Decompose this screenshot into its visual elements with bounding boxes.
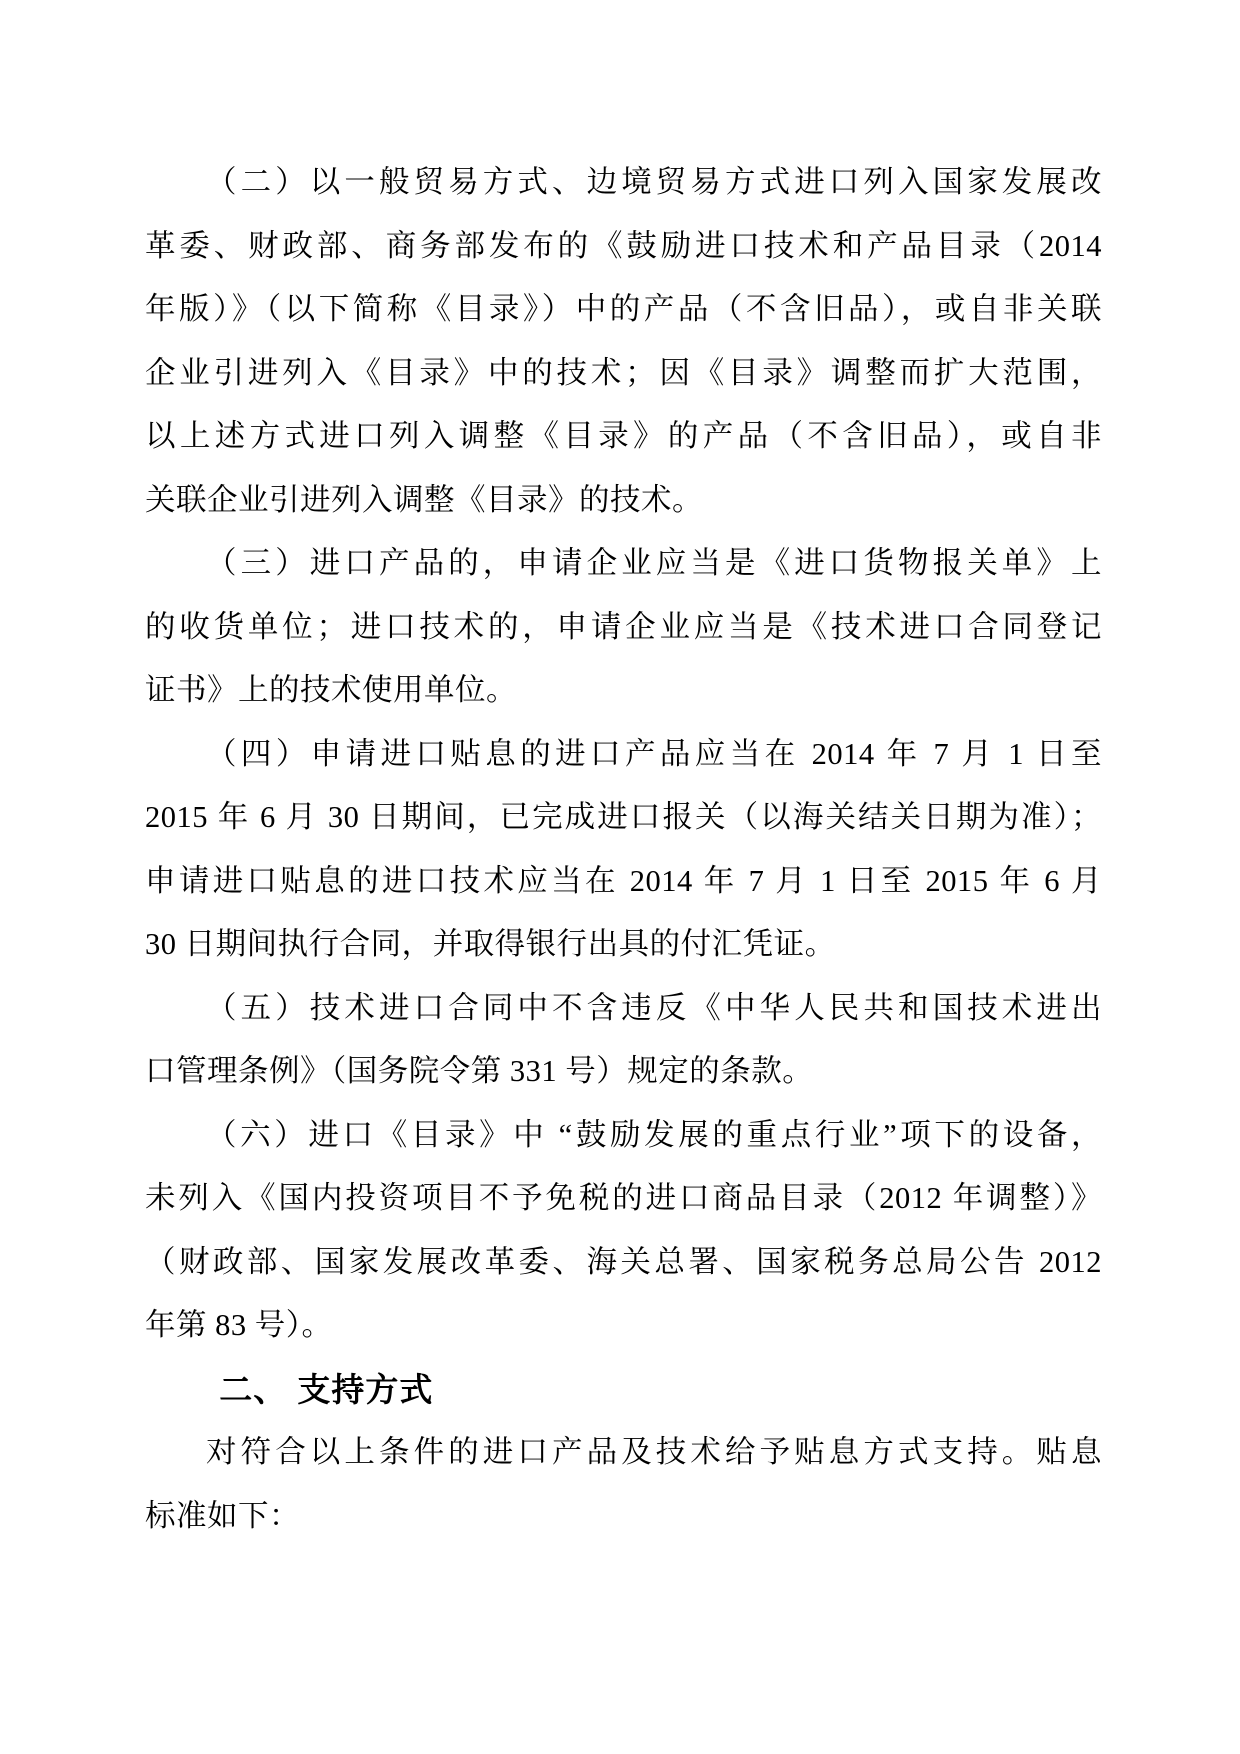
text-line: 关联企业引进列入调整《目录》的技术。 (145, 482, 703, 517)
section-heading-text: 二、 支持方式 (219, 1370, 434, 1408)
text-line: （二）以一般贸易方式、边境贸易方式进口列入国家发展改 (206, 165, 1102, 199)
text-line: 证书》上的技术使用单位。 (145, 673, 517, 707)
text-line: 企业引进列入《目录》中的技术；因《目录》调整而扩大范围， (145, 355, 1102, 390)
paragraph-clause-6 (145, 1104, 1102, 1358)
text-line: （财政部、国家发展改革委、海关总署、国家税务总局公告 2012 (145, 1244, 1102, 1279)
text-line: （五）技术进口合同中不含违反《中华人民共和国技术进出 (206, 990, 1102, 1025)
text-line: 口管理条例》（国务院令第 331 号）规定的条款。 (145, 1054, 814, 1088)
text-line: 的收货单位；进口技术的，申请企业应当是《技术进口合同登记 (145, 609, 1102, 644)
text-line: 30 日期间执行合同，并取得银行出具的付汇凭证。 (145, 927, 836, 961)
text-line: 申请进口贴息的进口技术应当在 2014 年 7 月 1 日至 2015 年 6 月 (145, 863, 1102, 898)
paragraph-support-intro (145, 1421, 1102, 1548)
text-line: 未列入《国内投资项目不予免税的进口商品目录（2012 年调整）》 (145, 1181, 1102, 1215)
text-line: 革委、财政部、商务部发布的《鼓励进口技术和产品目录（2014 (145, 228, 1102, 263)
paragraph-clause-3 (145, 532, 1102, 723)
text-line: 以上述方式进口列入调整《目录》的产品（不含旧品），或自非 (145, 419, 1102, 453)
text-line: （六）进口《目录》中 “鼓励发展的重点行业”项下的设备， (206, 1117, 1102, 1152)
text-line: 对符合以上条件的进口产品及技术给予贴息方式支持。贴息 (206, 1435, 1102, 1469)
text-line: 年第 83 号）。 (145, 1308, 333, 1342)
section-heading (145, 1358, 1102, 1422)
paragraph-clause-4 (145, 723, 1102, 977)
paragraph-clause-5 (145, 977, 1102, 1104)
text-line: 年版）》（以下简称《目录》）中的产品（不含旧品），或自非关联 (145, 292, 1102, 326)
text-line: 标准如下： (145, 1498, 300, 1533)
paragraph-clause-2 (145, 151, 1102, 532)
text-line: （三）进口产品的，申请企业应当是《进口货物报关单》上 (206, 546, 1102, 580)
text-line: （四）申请进口贴息的进口产品应当在 2014 年 7 月 1 日至 (206, 736, 1102, 771)
text-line: 2015 年 6 月 30 日期间，已完成进口报关（以海关结关日期为准）； (145, 800, 1102, 834)
